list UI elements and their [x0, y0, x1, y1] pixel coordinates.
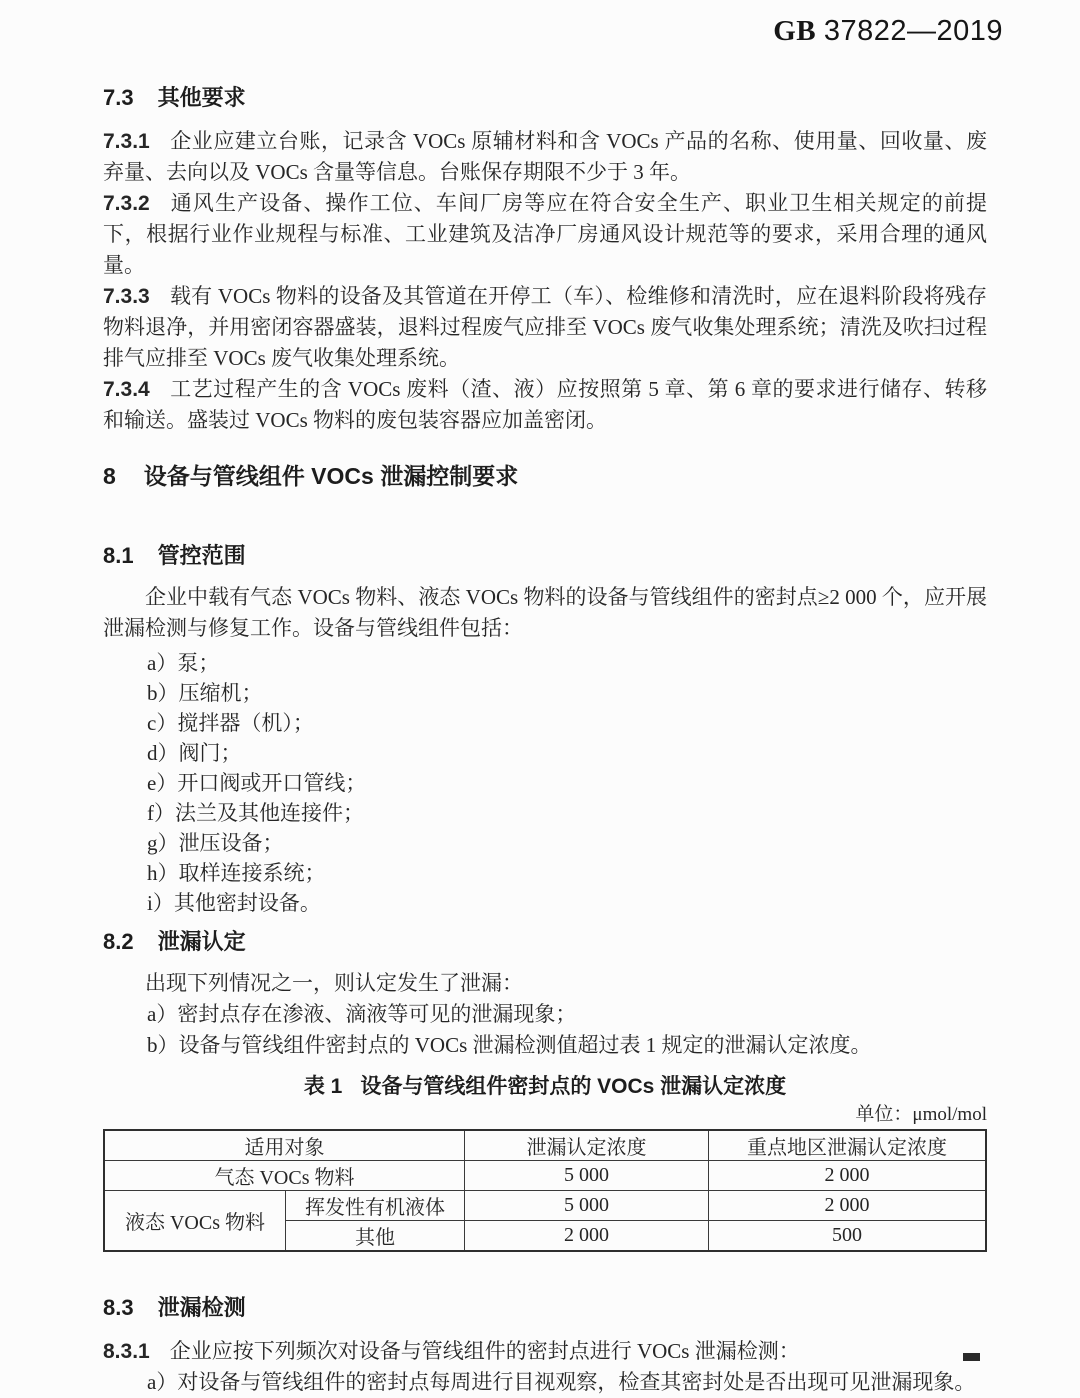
leak-criteria-list — [103, 999, 987, 1061]
clause-number: 7.3.2 — [103, 192, 150, 215]
list-item: e）开口阀或开口管线； — [147, 771, 367, 795]
clause-number: 8.3.1 — [103, 1340, 150, 1363]
cell-liquid-label: 液态 VOCs 物料 — [104, 1191, 286, 1252]
section-title: 其他要求 — [157, 85, 246, 110]
list-item: d）阀门； — [147, 741, 242, 765]
clause-text: 企业应建立台账，记录含 VOCs 原辅材料和含 VOCs 产品的名称、使用量、回收量、废弃量、去向以及 VOCs 含量等信息。台账保存期限不少于 3 年。 — [103, 129, 987, 184]
section-8-2-intro: 出现下列情况之一，则认定发生了泄漏： — [145, 971, 523, 995]
table-row-gas — [104, 1161, 986, 1191]
clause-7-3-1 — [103, 126, 987, 188]
header-cell-object: 适用对象 — [104, 1130, 465, 1161]
list-item: i）其他密封设备。 — [147, 891, 321, 915]
clauses-7-3 — [103, 126, 987, 436]
clause-text: 工艺过程产生的含 VOCs 废料（渣、液）应按照第 5 章、第 6 章的要求进行储存、转移和输送。盛装过 VOCs 物料的废包装容器应加盖密闭。 — [103, 377, 987, 432]
section-title: 泄漏认定 — [157, 929, 246, 954]
clauses-8-3 — [103, 1336, 987, 1398]
header-cell-limit: 泄漏认定浓度 — [465, 1130, 709, 1161]
detection-frequency-list — [103, 1367, 987, 1398]
clause-text: 企业应按下列频次对设备与管线组件的密封点进行 VOCs 泄漏检测： — [169, 1339, 800, 1363]
section-number: 8.3 — [103, 1295, 134, 1320]
clause-text: 载有 VOCs 物料的设备及其管道在开停工（车）、检维修和清洗时，应在退料阶段将残存物料退净，并用密闭容器盛装，退料过程废气应排至 VOCs 废气收集处理系统；清洗及吹扫过程排气应排至 VOCs 废气收集处理系统。 — [103, 284, 987, 370]
list-item: b）设备与管线组件密封点的 VOCs 泄漏检测值超过表 1 规定的泄漏认定浓度。 — [147, 1033, 872, 1057]
cell-gas-label: 气态 VOCs 物料 — [104, 1161, 465, 1191]
table-1 — [103, 1129, 987, 1252]
clause-7-3-2 — [103, 188, 987, 281]
list-item: g）泄压设备； — [147, 831, 284, 855]
list-item: a）泵； — [147, 651, 220, 675]
table-caption-label: 表 1 — [303, 1075, 343, 1098]
section-title: 泄漏检测 — [157, 1295, 246, 1320]
cell-other-key-limit: 500 — [709, 1221, 987, 1252]
section-8-1-intro: 企业中载有气态 VOCs 物料、液态 VOCs 物料的设备与管线组件的密封点≥2 000 个，应开展泄漏检测与修复工作。设备与管线组件包括： — [103, 585, 987, 640]
cell-volatile-label: 挥发性有机液体 — [286, 1191, 465, 1221]
section-number: 8.1 — [103, 543, 134, 568]
section-heading-7-3 — [103, 84, 987, 112]
chapter-number: 8 — [103, 463, 116, 489]
clause-7-3-3 — [103, 281, 987, 374]
table-1-caption — [103, 1073, 987, 1101]
header-cell-key-region-limit: 重点地区泄漏认定浓度 — [709, 1130, 987, 1161]
cell-gas-limit: 5 000 — [465, 1161, 709, 1191]
table-header-row — [104, 1130, 986, 1161]
table-unit-label: 单位：μmol/mol — [855, 1104, 987, 1125]
section-number: 7.3 — [103, 85, 134, 110]
section-title: 管控范围 — [157, 543, 246, 568]
page-number-cutoff-mark — [963, 1353, 980, 1361]
clause-number: 7.3.1 — [103, 130, 150, 153]
section-number: 8.2 — [103, 929, 134, 954]
table-row-liquid-volatile — [104, 1191, 986, 1221]
chapter-heading-8 — [103, 462, 987, 490]
cell-other-label: 其他 — [286, 1221, 465, 1252]
standard-number: 37822—2019 — [823, 15, 1003, 47]
equipment-list — [103, 648, 987, 918]
section-heading-8-1 — [103, 542, 987, 570]
list-item: c）搅拌器（机）； — [147, 711, 314, 735]
clause-number: 7.3.4 — [103, 378, 150, 401]
cell-gas-key-limit: 2 000 — [709, 1161, 987, 1191]
cell-volatile-key-limit: 2 000 — [709, 1191, 987, 1221]
cell-other-limit: 2 000 — [465, 1221, 709, 1252]
clause-number: 7.3.3 — [103, 285, 150, 308]
cell-volatile-limit: 5 000 — [465, 1191, 709, 1221]
list-item: f）法兰及其他连接件； — [147, 801, 364, 825]
clause-7-3-4 — [103, 374, 987, 436]
section-heading-8-2 — [103, 928, 987, 956]
chapter-title: 设备与管线组件 VOCs 泄漏控制要求 — [143, 463, 519, 489]
list-item: a）密封点存在渗液、滴液等可见的泄漏现象； — [147, 1002, 577, 1026]
page-header — [103, 14, 1003, 48]
section-heading-8-3 — [103, 1294, 987, 1322]
clause-8-3-1 — [103, 1336, 987, 1367]
list-item: b）压缩机； — [147, 681, 263, 705]
clause-text: 通风生产设备、操作工位、车间厂房等应在符合安全生产、职业卫生相关规定的前提下，根据行业作业规程与标准、工业建筑及洁净厂房通风设计规范等的要求，采用合理的通风量。 — [103, 191, 987, 277]
list-item: h）取样连接系统； — [147, 861, 326, 885]
list-item: a）对设备与管线组件的密封点每周进行目视观察，检查其密封处是否出现可见泄漏现象。 — [147, 1370, 976, 1394]
standard-prefix: GB — [773, 15, 817, 47]
table-caption-text: 设备与管线组件密封点的 VOCs 泄漏认定浓度 — [360, 1075, 787, 1098]
